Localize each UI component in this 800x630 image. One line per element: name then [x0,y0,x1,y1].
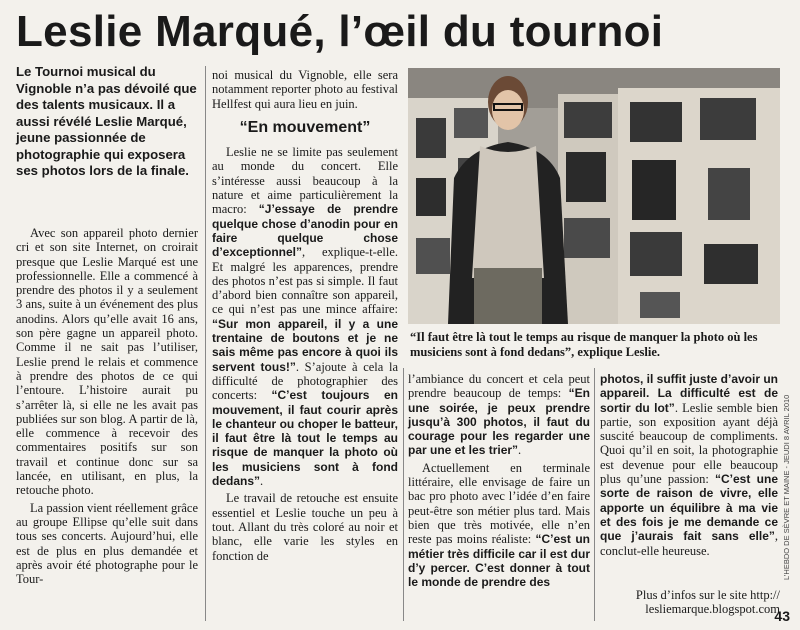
col3-paragraph-1: l’ambiance du concert et cela peut prendre beaucoup de temps: “En une soirée, je peux prendre jusqu’à 300 photos, il faut du courage pour les regarder une par une et les trier”. [408,372,591,458]
quote-2: “Sur mon appareil, il y a une trentaine de boutons et je ne sais même pas encore à quoi ils servent tous!” [212,316,398,374]
quote-3: “C’est toujours en mouvement, il faut courir après le chanteur ou choper le batteur, il faut être là tout le temps au risque de manquer la photo où les musiciens sont à fond dedans” [212,388,398,489]
quote-6: photos, il suffit juste d’avoir un appareil. La difficulté est de sortir du lot” [600,372,779,415]
column-divider [403,368,404,621]
lead-paragraph: Le Tournoi musical du Vignoble n’a pas dévoilé que des talents musicaux. Il a aussi révélé Leslie Marqué, jeune passionnée de photographie qui exposera ses photos lors de la finale. [16,64,197,178]
col3-paragraph-2: Actuellement en terminale littéraire, elle envisage de faire un bac pro photo avec l’idée d’en faire peut-être son métier plus tard. Mais bien que très motivée, elle n’en reste pas moins réaliste: “C’est un métier très difficile car il est dur d’y percer. C’est donner à tout le monde de prendre des [408,460,590,590]
col2-paragraph-2: Le travail de retouche est ensuite essentiel et Leslie touche un peu à tout. Allant du très coloré au noir et blanc, elle varie les styles en fonction de [212,491,398,563]
column-1 [16,226,198,589]
col1-paragraph-1: Avec son appareil photo dernier cri et son site Internet, on croirait presque que Leslie Marqué est une professionnelle. Elle a commencé à prendre des photos il y a seulement 3 ans, suite à un événement des plus anodins. Alors qu’elle avait 16 ans, son père gagne un appareil photo. Comme il ne sait pas l’utiliser, Leslie prend le relais et commence à prendre des photos de ce qui l’entoure. L’histoire aurait pu s’arrêter là, si elle ne les avait pas publiées sur son blog. A partir de là, elle commence à recevoir des commentaires positifs sur son travail et continue donc sur sa lancée, en utilisant, en plus, la retouche photo. [16,226,198,498]
photo-leslie-exhibition [408,68,780,324]
column-2 [212,68,398,566]
column-3 [408,372,590,592]
col2-top: noi musical du Vignoble, elle sera notamment reporter photo au festival Hellfest qui aura lieu en juin. [212,68,398,111]
quote-1: “J’essaye de prendre quelque chose d’anodin pour en faire quelque chose d’exceptionnel” [212,202,398,260]
website-link[interactable]: Plus d’infos sur le site http:// lesliemarque.blogspot.com [635,588,780,616]
headline: Leslie Marqué, l’œil du tournoi [16,7,664,56]
column-divider [594,368,595,621]
col2-paragraph-1: Leslie ne se limite pas seulement au monde du concert. Elle s’intéresse aussi beaucoup à la nature et aime particulièrement la macro: “J’essaye de prendre quelque chose d’anodin pour en faire quelque chose d’exceptionnel”, explique-t-elle. Et malgré les apparences, prendre des photos n’est pas si simple. Il faut d’abord bien connaître son appareil, ce qui n’est pas une mince affaire: “Sur mon appareil, il y a une trentaine de boutons et je ne sais même pas encore à quoi ils servent tous!”. S’ajoute à cela la difficulté de photographier des concerts: “C’est toujours en mouvement, il faut courir après le chanteur ou choper le batteur, il faut être là tout le temps au risque de manquer la photo où les musiciens sont à fond dedans”. [212,145,398,489]
column-4 [600,372,778,561]
quote-4: “En une soirée, je peux prendre jusqu’à 300 photos, il faut du courage pour les regarder une par une et les trier” [408,386,591,458]
page-number: 43 [774,608,790,624]
column-divider [205,66,206,621]
col1-paragraph-2: La passion vient réellement grâce au groupe Ellipse qu’elle suit dans tous ses concerts. Aujourd’hui, elle est de plus en plus demandée et après avoir été photographe pour le Tour- [16,500,198,587]
subhead-en-mouvement: “En mouvement” [239,118,371,136]
col4-paragraph-1: photos, il suffit juste d’avoir un appareil. La difficulté est de sortir du lot”. Leslie semble bien partie, son exposition ayant déjà suscité beaucoup de compliments. Quoi qu’il en soit, la photographie est devenue pour elle beaucoup plus qu’une passion: “C’est une sorte de raison de vivre, elle apporte un équilibre à ma vie et des fois je me demande ce que j’aurais fait sans elle”, conclut-elle heureuse. [600,372,779,558]
photo-illustration [408,68,780,324]
quote-7: “C’est une sorte de raison de vivre, elle apporte un équilibre à ma vie et des fois je me demande ce que j’aurais fait sans elle” [600,472,778,544]
quote-5: “C’est un métier très difficile car il est dur d’y percer. C’est donner à tout le monde de prendre des [408,532,590,590]
photo-caption: “Il faut être là tout le temps au risque de manquer la photo où les musiciens sont à fond dedans”, explique Leslie. [410,330,758,359]
publication-label: L’HEBDO DE SÈVRE ET MAINE - JEUDI 8 AVRIL 2010 [782,394,791,580]
